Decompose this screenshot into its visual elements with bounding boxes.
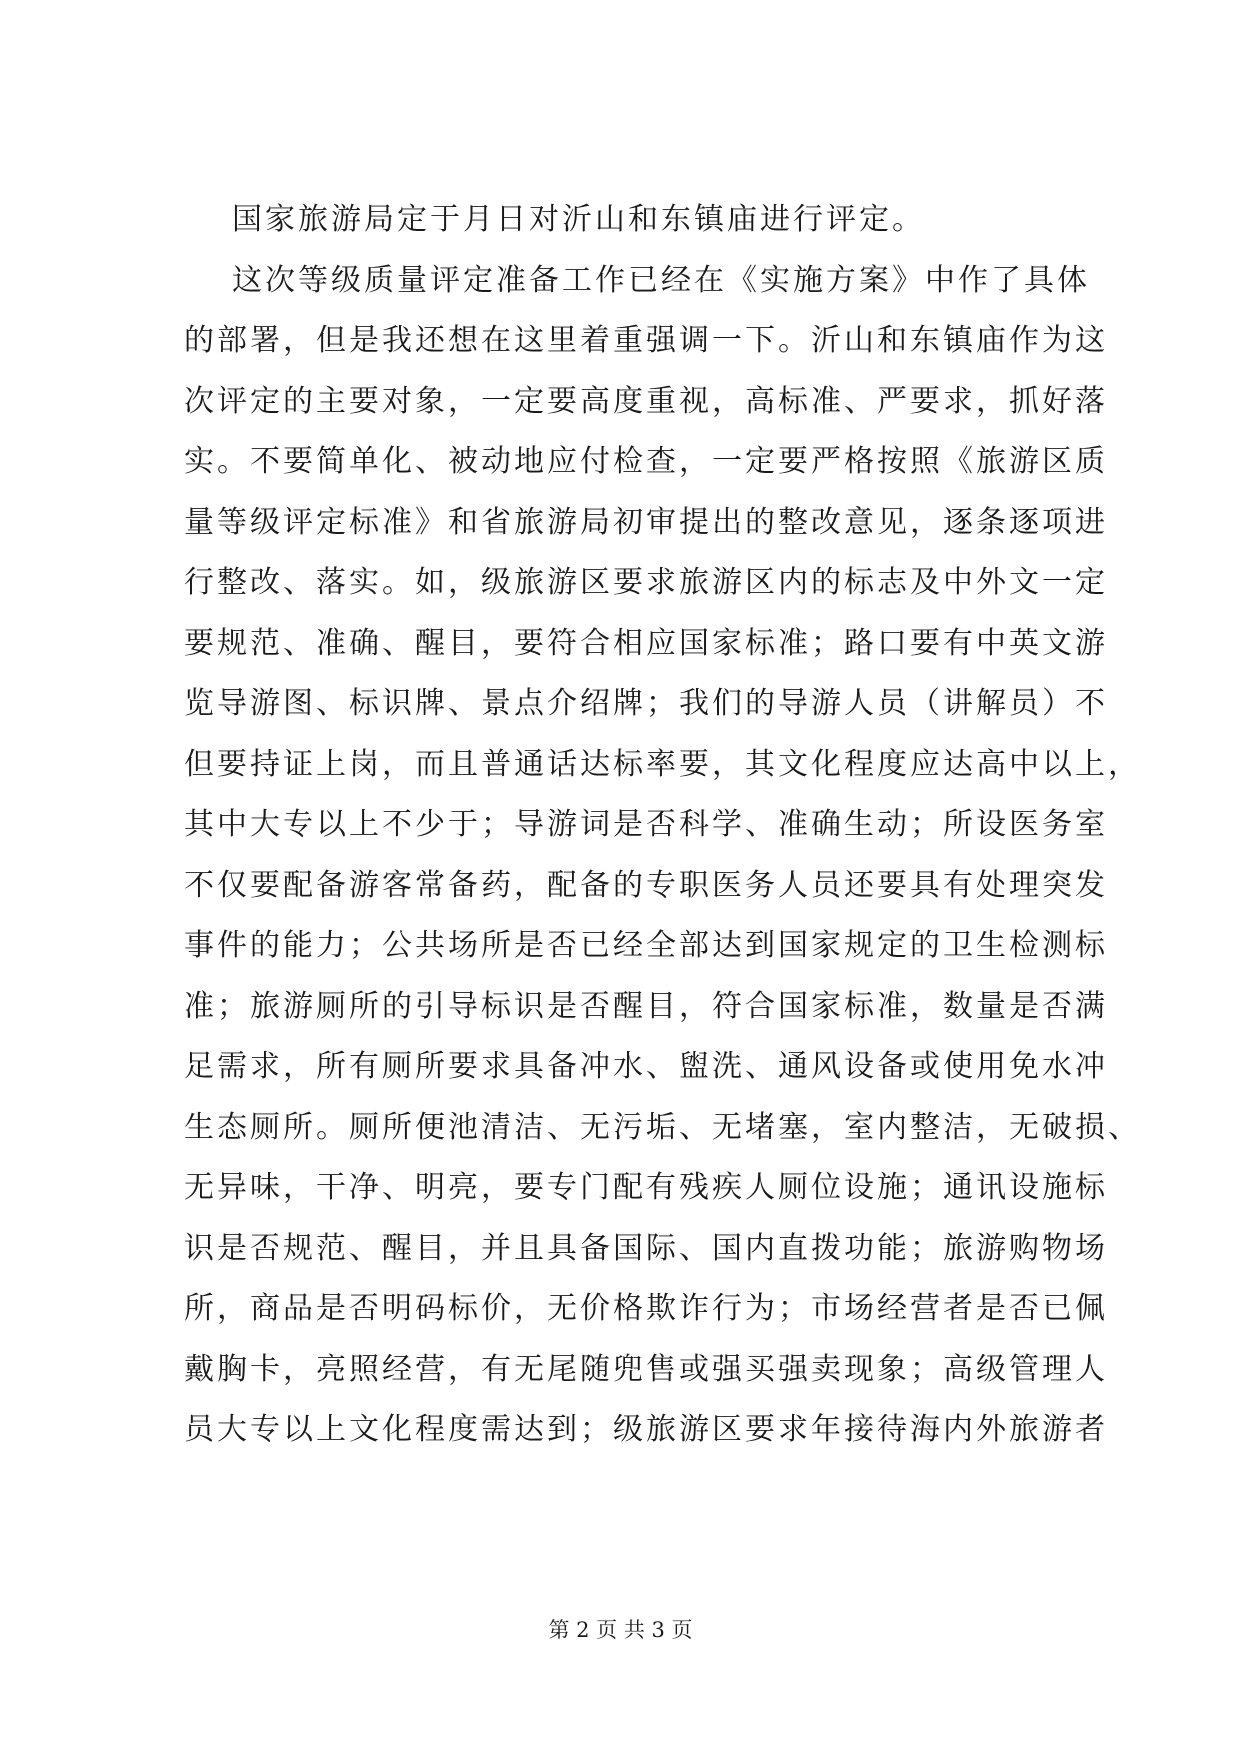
page-number-footer: 第 2 页 共 3 页 [548, 1618, 693, 1642]
text-line: 无异味，干净、明亮，要专门配有残疾人厕位设施；通讯设施标 [184, 1170, 1108, 1205]
text-line: 量等级评定标准》和省旅游局初审提出的整改意见，逐条逐项进 [184, 504, 1108, 540]
text-line: 的部署，但是我还想在这里着重强调一下。沂山和东镇庙作为这 [184, 323, 1108, 358]
text-line: 员大专以上文化程度需达到；级旅游区要求年接待海内外旅游者 [184, 1412, 1108, 1447]
text-line: 准；旅游厕所的引导标识是否醒目，符合国家标准，数量是否满 [184, 988, 1108, 1024]
text-line: 识是否规范、醒目，并且具备国际、国内直拨功能；旅游购物场 [184, 1230, 1108, 1266]
text-line: 不仅要配备游客常备药，配备的专职医务人员还要具有处理突发 [184, 867, 1108, 903]
text-line: 所，商品是否明码标价，无价格欺诈行为；市场经营者是否已佩 [184, 1291, 1108, 1326]
text-line: 览导游图、标识牌、景点介绍牌；我们的导游人员（讲解员）不 [184, 686, 1108, 721]
text-line: 但要持证上岗，而且普通话达标率要，其文化程度应达高中以上， [184, 746, 1141, 782]
text-line: 行整改、落实。如，级旅游区要求旅游区内的标志及中外文一定 [184, 565, 1108, 600]
text-line: 这次等级质量评定准备工作已经在《实施方案》中作了具体 [232, 262, 1090, 298]
body-text [184, 190, 1141, 1461]
text-line: 次评定的主要对象，一定要高度重视，高标准、严要求，抓好落 [184, 383, 1108, 419]
text-line: 实。不要简单化、被动地应付检查，一定要严格按照《旅游区质 [184, 444, 1108, 479]
text-line: 足需求，所有厕所要求具备冲水、盥洗、通风设备或使用免水冲 [184, 1049, 1108, 1084]
text-line: 国家旅游局定于月日对沂山和东镇庙进行评定。 [232, 202, 925, 237]
text-line: 戴胸卡，亮照经营，有无尾随兜售或强买强卖现象；高级管理人 [184, 1351, 1108, 1387]
text-line: 要规范、准确、醒目，要符合相应国家标准；路口要有中英文游 [184, 625, 1108, 661]
text-line: 事件的能力；公共场所是否已经全部达到国家规定的卫生检测标 [184, 928, 1108, 963]
text-line: 生态厕所。厕所便池清洁、无污垢、无堵塞，室内整洁，无破损、 [184, 1109, 1141, 1145]
text-line: 其中大专以上不少于；导游词是否科学、准确生动；所设医务室 [184, 807, 1108, 842]
